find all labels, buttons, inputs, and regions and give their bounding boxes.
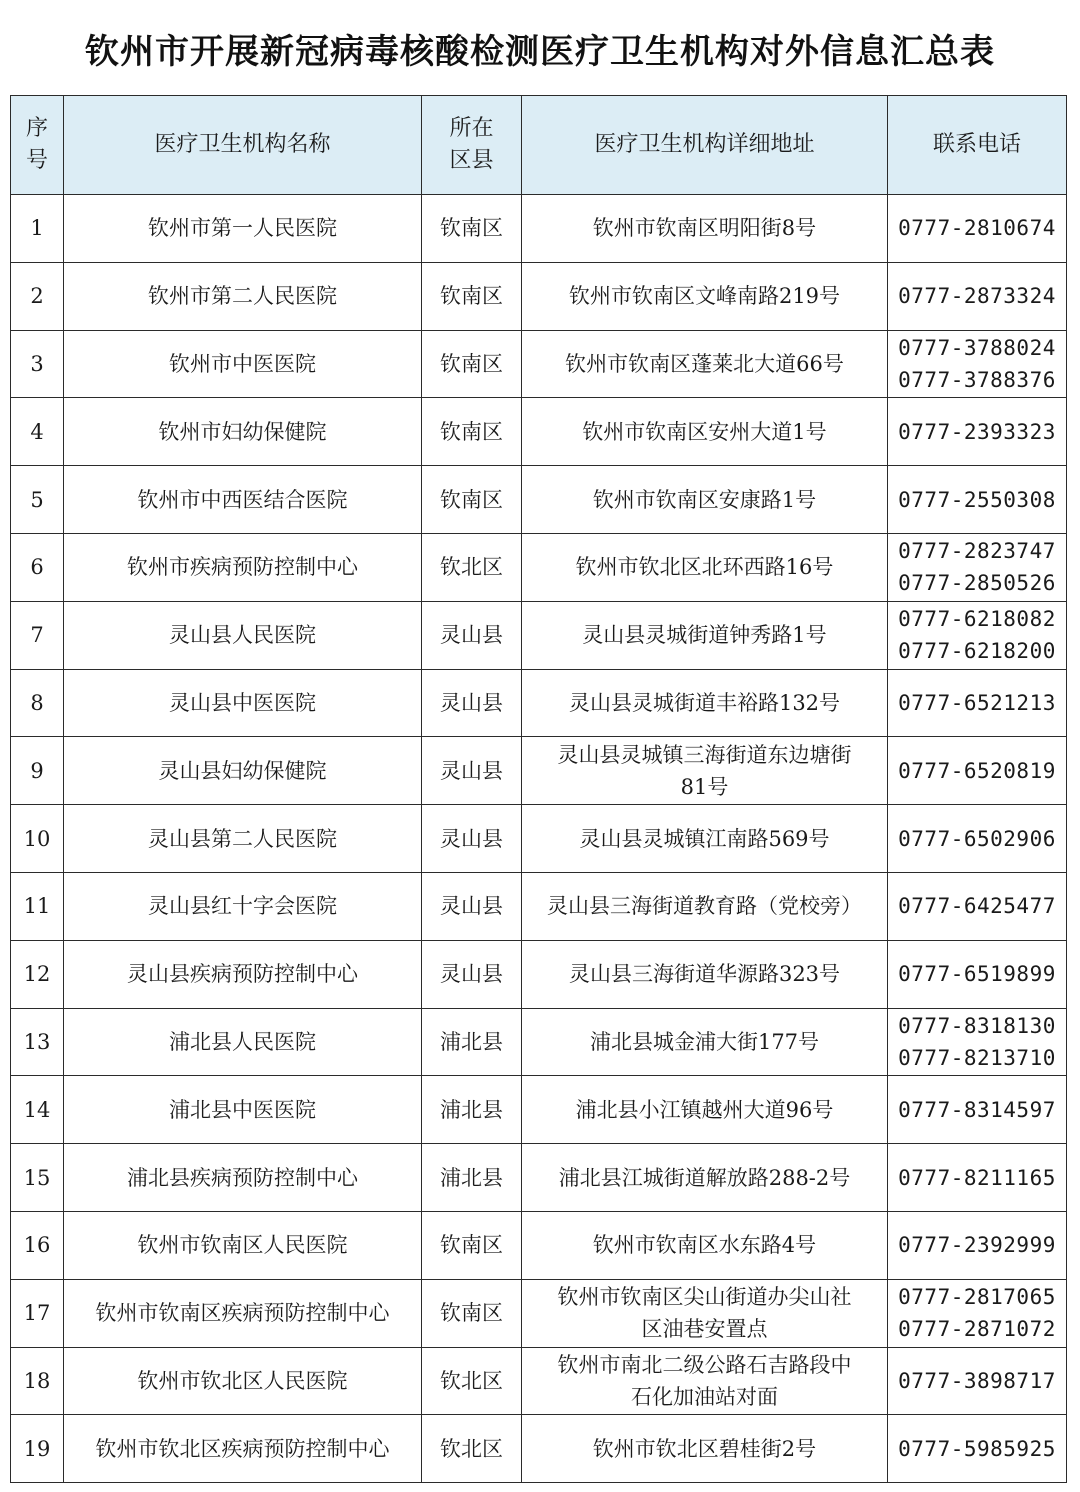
phone-number: 0777-8211165 — [898, 1165, 1056, 1190]
table-row — [11, 1076, 1067, 1144]
row-number: 14 — [11, 1076, 64, 1144]
institution-name: 钦州市妇幼保健院 — [64, 398, 422, 466]
address — [522, 1076, 888, 1144]
district: 灵山县 — [422, 872, 522, 940]
institution-name: 钦州市钦南区人民医院 — [64, 1211, 422, 1279]
phone — [888, 1008, 1067, 1076]
phone-number: 0777-8318130 — [898, 1013, 1056, 1038]
table-body — [11, 195, 1067, 1483]
phone-number: 0777-2873324 — [898, 284, 1056, 309]
address-line: 钦州市钦南区尖山街道办尖山社 — [557, 1285, 852, 1310]
address — [522, 466, 888, 534]
row-number: 1 — [11, 195, 64, 263]
address-line: 浦北县城金浦大街177号 — [589, 1029, 820, 1054]
phone — [888, 872, 1067, 940]
institution-name: 浦北县疾病预防控制中心 — [64, 1144, 422, 1212]
address — [522, 330, 888, 398]
institution-name: 钦州市中西医结合医院 — [64, 466, 422, 534]
district: 钦南区 — [422, 398, 522, 466]
phone — [888, 1415, 1067, 1483]
phone — [888, 805, 1067, 873]
district: 钦北区 — [422, 1415, 522, 1483]
phone-number: 0777-2823747 — [898, 539, 1056, 564]
phone-number: 0777-2550308 — [898, 487, 1056, 512]
district: 浦北县 — [422, 1076, 522, 1144]
address-line: 灵山县灵城街道丰裕路132号 — [568, 690, 841, 715]
phone-number: 0777-3898717 — [898, 1368, 1056, 1393]
table-row — [11, 533, 1067, 601]
district: 灵山县 — [422, 669, 522, 737]
institution-table — [10, 95, 1067, 1483]
address — [522, 872, 888, 940]
district: 灵山县 — [422, 601, 522, 669]
row-number: 4 — [11, 398, 64, 466]
address-line: 81号 — [680, 774, 729, 799]
phone-number: 0777-3788024 — [898, 335, 1056, 360]
phone-number: 0777-6521213 — [898, 690, 1056, 715]
district: 钦北区 — [422, 1347, 522, 1415]
address-line: 灵山县三海街道教育路（党校旁） — [547, 894, 862, 919]
address-line: 浦北县江城街道解放路288-2号 — [558, 1165, 851, 1190]
header-address: 医疗卫生机构详细地址 — [522, 96, 888, 195]
institution-name: 灵山县疾病预防控制中心 — [64, 940, 422, 1008]
phone — [888, 1347, 1067, 1415]
institution-name: 钦州市钦南区疾病预防控制中心 — [64, 1279, 422, 1347]
institution-name: 灵山县第二人民医院 — [64, 805, 422, 873]
phone-number: 0777-2871072 — [898, 1317, 1056, 1342]
institution-name: 灵山县中医医院 — [64, 669, 422, 737]
phone-number: 0777-2817065 — [898, 1285, 1056, 1310]
header-district — [422, 96, 522, 195]
address — [522, 669, 888, 737]
address-line: 钦州市南北二级公路石吉路段中 — [557, 1352, 852, 1377]
phone — [888, 195, 1067, 263]
table-row — [11, 1008, 1067, 1076]
address-line: 浦北县小江镇越州大道96号 — [575, 1097, 834, 1122]
phone — [888, 601, 1067, 669]
district: 灵山县 — [422, 940, 522, 1008]
row-number: 19 — [11, 1415, 64, 1483]
row-number: 15 — [11, 1144, 64, 1212]
header-district-line: 区县 — [449, 148, 494, 173]
address — [522, 1144, 888, 1212]
address — [522, 737, 888, 805]
address — [522, 805, 888, 873]
row-number: 13 — [11, 1008, 64, 1076]
table-row — [11, 601, 1067, 669]
address — [522, 398, 888, 466]
row-number: 11 — [11, 872, 64, 940]
table-row — [11, 195, 1067, 263]
row-number: 10 — [11, 805, 64, 873]
phone-number: 0777-3788376 — [898, 367, 1056, 392]
address — [522, 533, 888, 601]
phone-number: 0777-6519899 — [898, 962, 1056, 987]
address — [522, 1415, 888, 1483]
phone-number: 0777-8314597 — [898, 1097, 1056, 1122]
district: 浦北县 — [422, 1144, 522, 1212]
table-row — [11, 330, 1067, 398]
row-number: 8 — [11, 669, 64, 737]
row-number: 18 — [11, 1347, 64, 1415]
header-phone: 联系电话 — [888, 96, 1067, 195]
address — [522, 601, 888, 669]
row-number: 2 — [11, 262, 64, 330]
address — [522, 195, 888, 263]
district: 钦北区 — [422, 533, 522, 601]
phone-number: 0777-6425477 — [898, 894, 1056, 919]
phone — [888, 669, 1067, 737]
table-row — [11, 1211, 1067, 1279]
table-row — [11, 940, 1067, 1008]
address-line: 钦州市钦南区水东路4号 — [592, 1233, 817, 1258]
address-line: 灵山县灵城镇三海街道东边塘街 — [557, 742, 852, 767]
address-line: 区油巷安置点 — [641, 1317, 768, 1342]
header-no — [11, 96, 64, 195]
row-number: 17 — [11, 1279, 64, 1347]
phone-number: 0777-2392999 — [898, 1233, 1056, 1258]
phone — [888, 1279, 1067, 1347]
header-no-line: 号 — [25, 148, 48, 173]
table-row — [11, 1347, 1067, 1415]
district: 钦南区 — [422, 195, 522, 263]
institution-name: 钦州市钦北区疾病预防控制中心 — [64, 1415, 422, 1483]
address-line: 钦州市钦南区安康路1号 — [592, 487, 817, 512]
district: 钦南区 — [422, 1211, 522, 1279]
institution-name: 钦州市疾病预防控制中心 — [64, 533, 422, 601]
row-number: 6 — [11, 533, 64, 601]
header-name: 医疗卫生机构名称 — [64, 96, 422, 195]
district: 钦南区 — [422, 330, 522, 398]
address-line: 钦州市钦北区北环西路16号 — [575, 555, 834, 580]
phone — [888, 398, 1067, 466]
address-line: 钦州市钦南区文峰南路219号 — [568, 284, 841, 309]
address — [522, 940, 888, 1008]
institution-name: 钦州市中医医院 — [64, 330, 422, 398]
table-row — [11, 872, 1067, 940]
table-row — [11, 466, 1067, 534]
phone — [888, 262, 1067, 330]
phone-number: 0777-2810674 — [898, 216, 1056, 241]
phone-number: 0777-6218200 — [898, 639, 1056, 664]
phone-number: 0777-2393323 — [898, 419, 1056, 444]
phone — [888, 1076, 1067, 1144]
address — [522, 1279, 888, 1347]
address-line: 灵山县灵城街道钟秀路1号 — [582, 623, 827, 648]
phone-number: 0777-6502906 — [898, 826, 1056, 851]
row-number: 5 — [11, 466, 64, 534]
address-line: 石化加油站对面 — [631, 1384, 778, 1409]
district: 灵山县 — [422, 737, 522, 805]
address-line: 钦州市钦南区明阳街8号 — [592, 216, 817, 241]
phone — [888, 466, 1067, 534]
phone — [888, 330, 1067, 398]
phone — [888, 940, 1067, 1008]
address — [522, 1008, 888, 1076]
phone — [888, 1211, 1067, 1279]
address-line: 灵山县灵城镇江南路569号 — [579, 826, 830, 851]
address-line: 钦州市钦南区安州大道1号 — [582, 419, 827, 444]
phone-number: 0777-8213710 — [898, 1045, 1056, 1070]
address — [522, 262, 888, 330]
table-row — [11, 737, 1067, 805]
phone — [888, 737, 1067, 805]
district: 浦北县 — [422, 1008, 522, 1076]
institution-name: 钦州市钦北区人民医院 — [64, 1347, 422, 1415]
row-number: 12 — [11, 940, 64, 1008]
phone — [888, 1144, 1067, 1212]
address-line: 灵山县三海街道华源路323号 — [568, 962, 841, 987]
table-row — [11, 1144, 1067, 1212]
table-row — [11, 1415, 1067, 1483]
institution-name: 钦州市第一人民医院 — [64, 195, 422, 263]
row-number: 16 — [11, 1211, 64, 1279]
institution-name: 灵山县人民医院 — [64, 601, 422, 669]
phone-number: 0777-2850526 — [898, 571, 1056, 596]
district: 钦南区 — [422, 466, 522, 534]
header-row — [11, 96, 1067, 195]
address — [522, 1211, 888, 1279]
institution-name: 浦北县中医医院 — [64, 1076, 422, 1144]
phone-number: 0777-6520819 — [898, 758, 1056, 783]
institution-name: 浦北县人民医院 — [64, 1008, 422, 1076]
phone — [888, 533, 1067, 601]
district: 钦南区 — [422, 262, 522, 330]
table-row — [11, 262, 1067, 330]
district: 钦南区 — [422, 1279, 522, 1347]
table-row — [11, 669, 1067, 737]
institution-name: 钦州市第二人民医院 — [64, 262, 422, 330]
row-number: 7 — [11, 601, 64, 669]
institution-name: 灵山县妇幼保健院 — [64, 737, 422, 805]
row-number: 3 — [11, 330, 64, 398]
address — [522, 1347, 888, 1415]
phone-number: 0777-5985925 — [898, 1436, 1056, 1461]
table-row — [11, 805, 1067, 873]
table-row — [11, 398, 1067, 466]
header-district-line: 所在 — [449, 116, 494, 141]
table-row — [11, 1279, 1067, 1347]
phone-number: 0777-6218082 — [898, 607, 1056, 632]
row-number: 9 — [11, 737, 64, 805]
address-line: 钦州市钦南区蓬莱北大道66号 — [565, 351, 844, 376]
address-line: 钦州市钦北区碧桂街2号 — [592, 1436, 817, 1461]
institution-name: 灵山县红十字会医院 — [64, 872, 422, 940]
document-title: 钦州市开展新冠病毒核酸检测医疗卫生机构对外信息汇总表 — [85, 32, 995, 72]
header-no-line: 序 — [25, 116, 48, 141]
district: 灵山县 — [422, 805, 522, 873]
